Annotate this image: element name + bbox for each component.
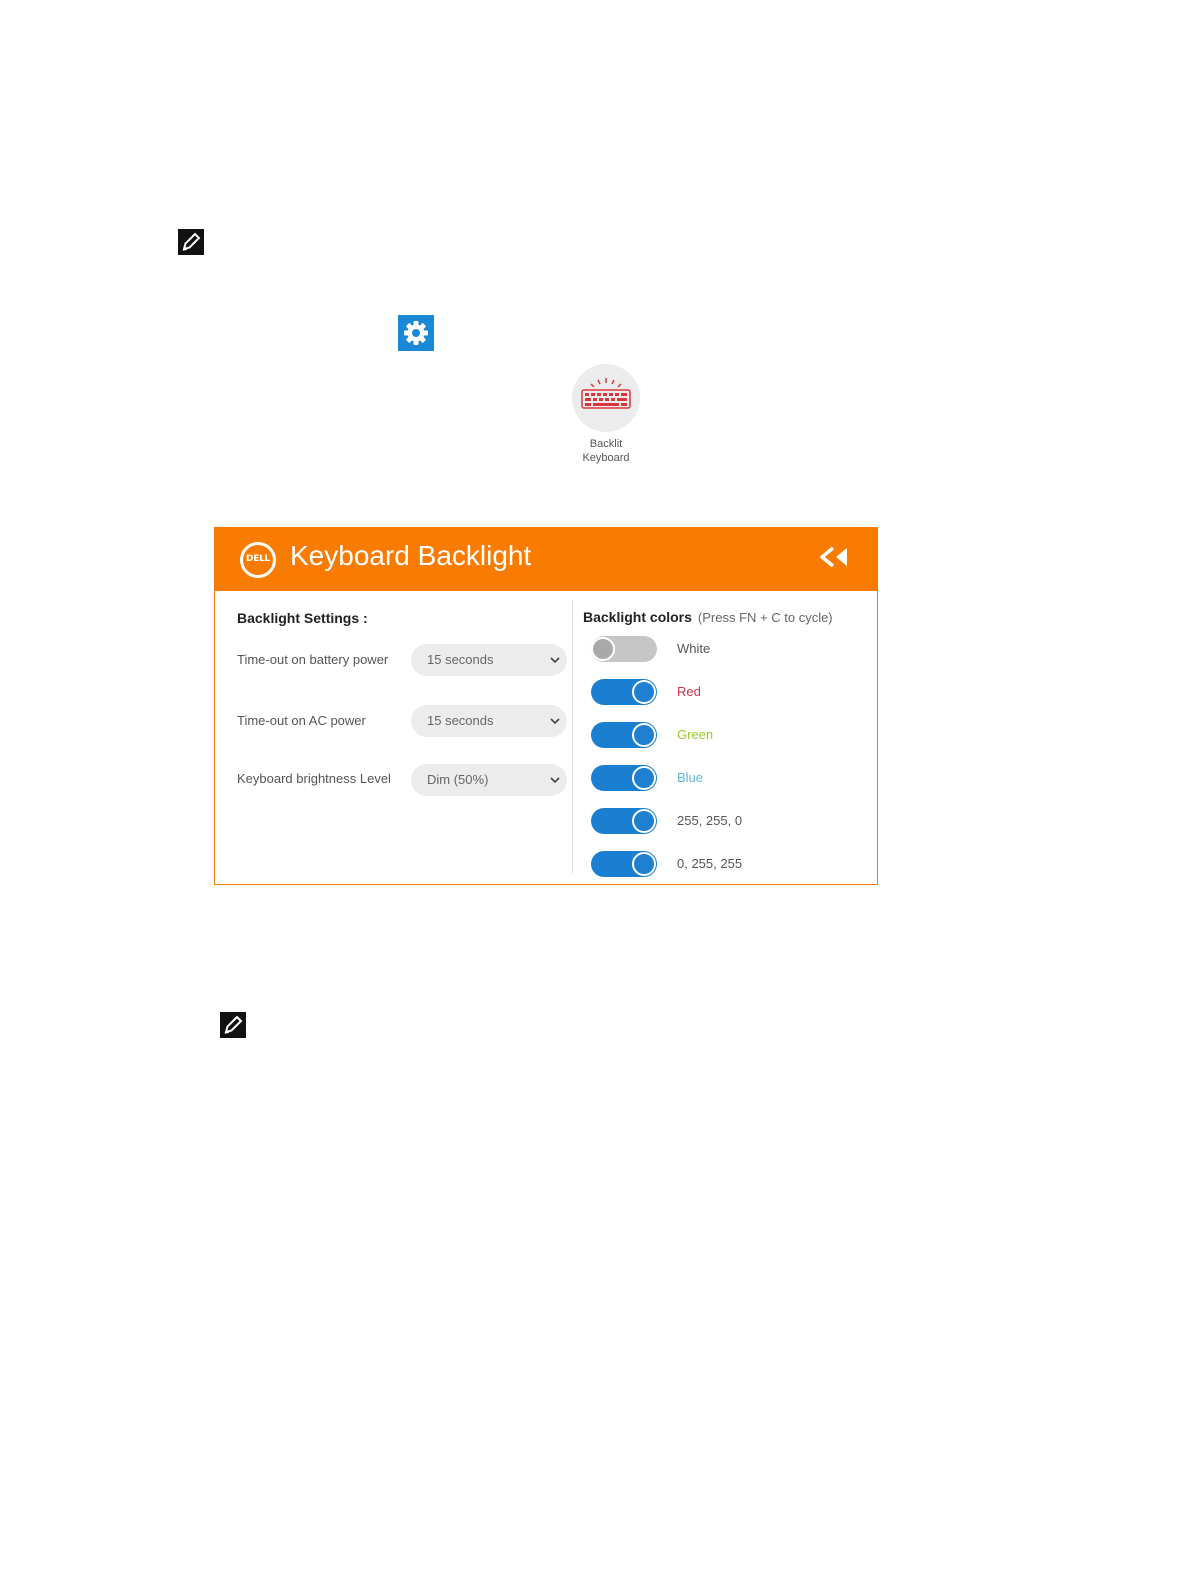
toggle-knob xyxy=(591,637,615,661)
toggle-knob xyxy=(632,680,656,704)
double-chevron-left-icon xyxy=(819,544,851,570)
note-pencil-icon xyxy=(178,229,204,255)
color-toggle[interactable] xyxy=(591,636,657,662)
color-toggle[interactable] xyxy=(591,679,657,705)
ac-timeout-value: 15 seconds xyxy=(427,713,494,728)
ac-timeout-select[interactable] xyxy=(411,705,567,737)
tile-label-line2: Keyboard xyxy=(582,452,630,464)
ac-timeout-label: Time-out on AC power xyxy=(237,713,366,728)
gear-icon xyxy=(398,315,434,351)
chevron-down-icon xyxy=(549,715,561,727)
color-label: 255, 255, 0 xyxy=(677,813,743,828)
keyboard-backlight-window xyxy=(214,527,878,885)
title-bar xyxy=(215,528,877,591)
battery-timeout-label: Time-out on battery power xyxy=(237,652,389,667)
back-button[interactable] xyxy=(819,544,851,570)
battery-timeout-select[interactable] xyxy=(411,644,567,676)
toggle-knob xyxy=(632,809,656,833)
battery-timeout-value: 15 seconds xyxy=(427,652,494,667)
dell-logo-text: DELL xyxy=(246,554,270,564)
backlight-settings-heading: Backlight Settings : xyxy=(237,610,368,626)
brightness-level-label: Keyboard brightness Level xyxy=(237,771,391,786)
color-label: White xyxy=(677,641,711,656)
tile-label xyxy=(556,437,656,465)
backlight-colors-hint: (Press FN + C to cycle) xyxy=(697,610,833,625)
chevron-down-icon xyxy=(549,654,561,666)
backlight-colors-title: Backlight colors xyxy=(583,609,692,625)
backlight-colors-heading xyxy=(583,609,833,625)
note-pencil-icon xyxy=(220,1012,246,1038)
toggle-knob xyxy=(632,766,656,790)
color-label: Red xyxy=(677,684,701,699)
toggle-knob xyxy=(632,852,656,876)
color-toggle[interactable] xyxy=(591,765,657,791)
backlit-keyboard-tile[interactable] xyxy=(572,364,640,432)
backlit-keyboard-icon xyxy=(572,364,640,432)
toggle-knob xyxy=(632,723,656,747)
color-label: 0, 255, 255 xyxy=(677,856,743,871)
brightness-level-value: Dim (50%) xyxy=(427,772,489,787)
color-label: Blue xyxy=(677,770,704,785)
color-label: Green xyxy=(677,727,714,742)
color-toggle[interactable] xyxy=(591,722,657,748)
app-title: Keyboard Backlight xyxy=(290,540,532,571)
color-toggle[interactable] xyxy=(591,808,657,834)
dell-logo xyxy=(240,542,276,578)
tile-label-line1: Backlit xyxy=(589,438,623,450)
chevron-down-icon xyxy=(549,774,561,786)
panel-divider xyxy=(572,600,573,873)
color-toggle[interactable] xyxy=(591,851,657,877)
brightness-level-select[interactable] xyxy=(411,764,567,796)
